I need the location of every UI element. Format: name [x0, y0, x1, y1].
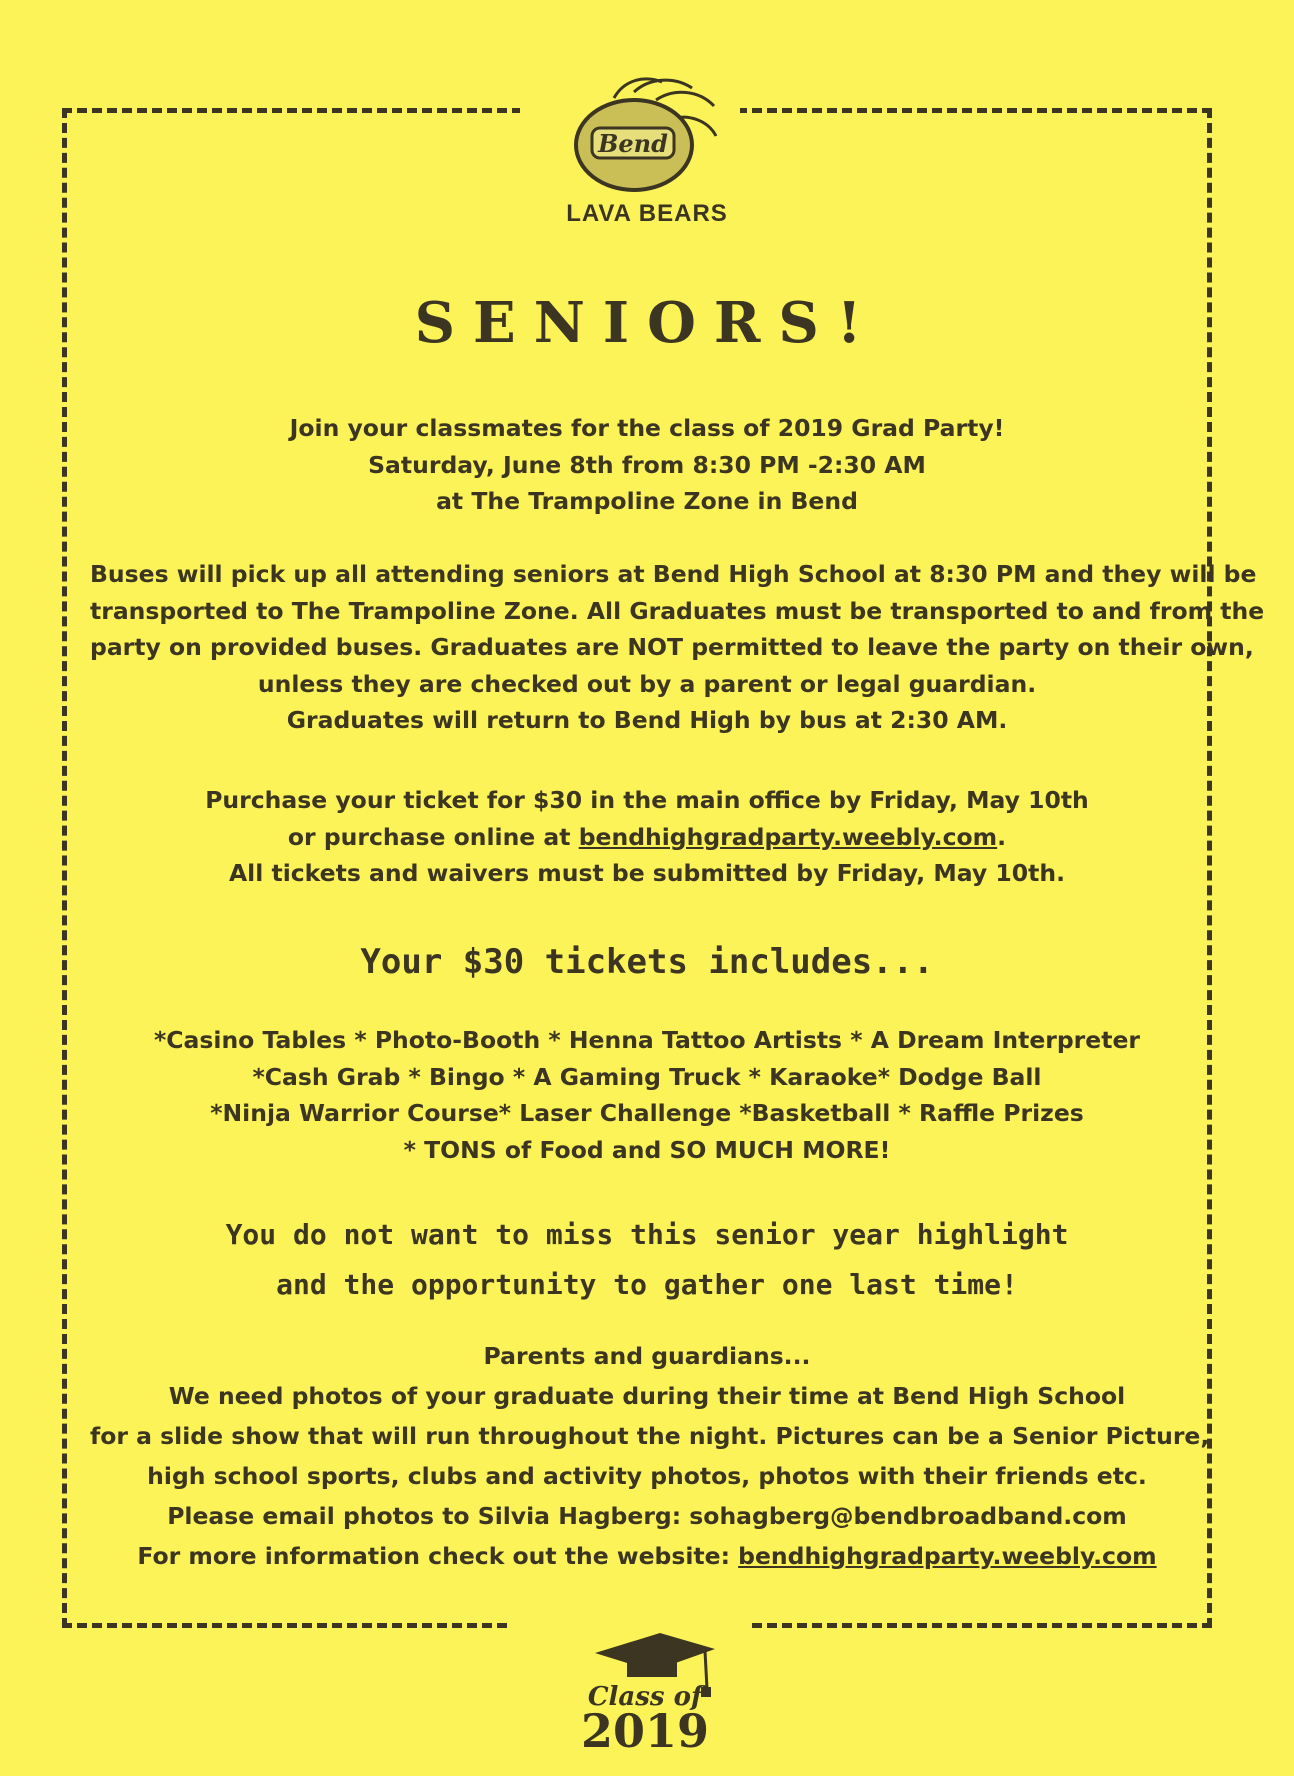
- badge-script: Class of: [587, 1682, 703, 1712]
- bend-paw-logo: [564, 70, 724, 200]
- transport-line: party on provided buses. Graduates are NOT permitted to leave the party on their own,: [90, 633, 1254, 661]
- ticket-line-suffix: .: [997, 822, 1007, 851]
- parents-line: high school sports, clubs and activity photos, photos with their friends etc.: [147, 1462, 1147, 1490]
- parents-info: [90, 1336, 1210, 1576]
- transport-line: Buses will pick up all attending seniors at Bend High School at 8:30 PM and they will be: [90, 560, 1257, 588]
- ticket-line-prefix: or purchase online at: [287, 822, 579, 851]
- parents-line: We need photos of your graduate during their time at Bend High School: [168, 1382, 1126, 1410]
- event-line: Join your classmates for the class of 2019 Grad Party!: [289, 414, 1005, 442]
- includes-line: *Casino Tables * Photo-Booth * Henna Tattoo Artists * A Dream Interpreter: [154, 1026, 1140, 1054]
- class-of-2019-badge: [565, 1625, 725, 1755]
- includes-line: *Cash Grab * Bingo * A Gaming Truck * Karaoke* Dodge Ball: [252, 1062, 1042, 1091]
- transport-line: transported to The Trampoline Zone. All Graduates must be transported to and from the: [90, 596, 1265, 625]
- website-link[interactable]: bendhighgradparty.weebly.com: [578, 822, 998, 851]
- ticket-info: [90, 782, 1204, 892]
- parents-line: Please email photos to Silvia Hagberg: sohagberg@bendbroadband.com: [167, 1502, 1127, 1530]
- event-line: Saturday, June 8th from 8:30 PM -2:30 AM: [368, 450, 926, 479]
- logo-text: Bend: [598, 129, 668, 158]
- tagline-line: and the opportunity to gather one last time!: [276, 1268, 1018, 1301]
- badge-year: 2019: [580, 1704, 710, 1755]
- transport-info: [90, 556, 1265, 739]
- website-link[interactable]: bendhighgradparty.weebly.com: [738, 1542, 1157, 1570]
- includes-line: *Ninja Warrior Course* Laser Challenge *Basketball * Raffle Prizes: [210, 1099, 1084, 1127]
- tagline: [0, 1210, 1294, 1310]
- event-info: [90, 410, 1204, 520]
- info-prefix: For more information check out the website:: [137, 1542, 739, 1570]
- parents-line: for a slide show that will run throughout the night. Pictures can be a Senior Picture,: [90, 1422, 1210, 1450]
- ticket-line: Purchase your ticket for $30 in the main office by Friday, May 10th: [205, 786, 1089, 814]
- ticket-line: [90, 819, 1204, 856]
- tagline-line: You do not want to miss this senior year highlight: [225, 1218, 1069, 1251]
- includes-heading: Your $30 tickets includes...: [360, 942, 934, 982]
- includes-line: * TONS of Food and SO MUCH MORE!: [403, 1135, 891, 1164]
- includes-list: [90, 1022, 1204, 1168]
- transport-line: unless they are checked out by a parent or legal guardian.: [257, 669, 1037, 698]
- parents-line: Parents and guardians...: [483, 1342, 811, 1370]
- mascot-name: LAVA BEARS: [566, 200, 728, 227]
- ticket-line: All tickets and waivers must be submitted by Friday, May 10th.: [228, 859, 1065, 887]
- event-line: at The Trampoline Zone in Bend: [436, 487, 858, 515]
- page-title: SENIORS!: [414, 290, 880, 356]
- transport-line: Graduates will return to Bend High by bus at 2:30 AM.: [286, 706, 1008, 734]
- parents-line: [90, 1536, 1204, 1576]
